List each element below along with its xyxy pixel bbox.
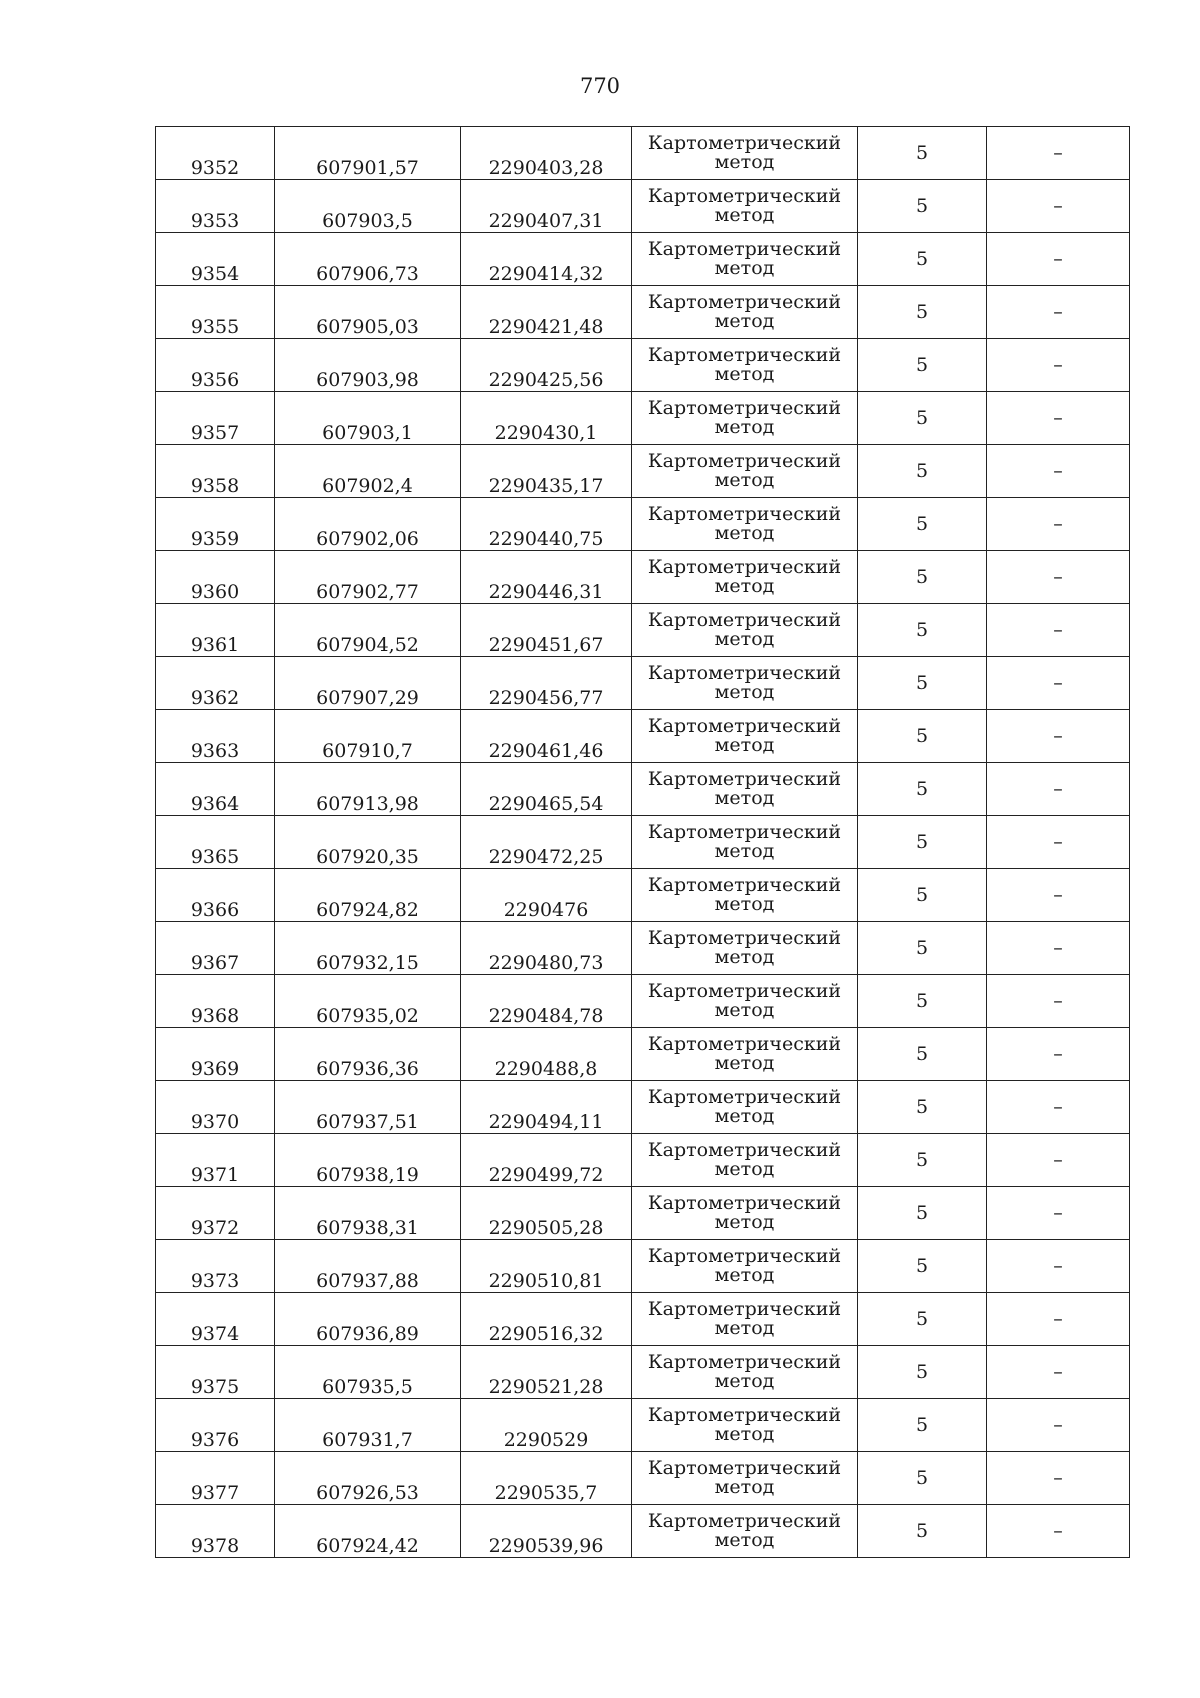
method-line-2: метод: [714, 1264, 775, 1286]
method-line-1: Картометрический: [647, 662, 842, 684]
method-line-2: метод: [714, 1105, 775, 1127]
point-number-cell: 9358: [156, 445, 275, 498]
note-cell: –: [987, 975, 1130, 1028]
method-line-1: Картометрический: [647, 1086, 842, 1108]
method-line-1: Картометрический: [647, 1457, 842, 1479]
table-row: [156, 551, 1130, 604]
method-line-2: метод: [714, 151, 775, 173]
point-number-cell: 9377: [156, 1452, 275, 1505]
note-cell: –: [987, 1505, 1130, 1558]
method-cell: [632, 975, 858, 1028]
note-cell: –: [987, 763, 1130, 816]
page-number: 770: [579, 74, 621, 98]
point-number-cell: 9354: [156, 233, 275, 286]
point-number-cell: 9363: [156, 710, 275, 763]
method-line-1: Картометрический: [647, 821, 842, 843]
method-line-1: Картометрический: [647, 927, 842, 949]
table-row: [156, 339, 1130, 392]
y-coordinate-cell: 2290430,1: [461, 392, 632, 445]
y-coordinate-cell: 2290456,77: [461, 657, 632, 710]
method-line-1: Картометрический: [647, 768, 842, 790]
y-coordinate-cell: 2290451,67: [461, 604, 632, 657]
method-cell: [632, 1346, 858, 1399]
accuracy-cell: 5: [858, 127, 987, 180]
method-line-1: Картометрический: [647, 132, 842, 154]
accuracy-cell: 5: [858, 1028, 987, 1081]
method-line-2: метод: [714, 1052, 775, 1074]
accuracy-cell: 5: [858, 1452, 987, 1505]
x-coordinate-cell: 607920,35: [275, 816, 461, 869]
method-cell: [632, 1399, 858, 1452]
accuracy-cell: 5: [858, 286, 987, 339]
point-number-cell: 9352: [156, 127, 275, 180]
method-cell: [632, 710, 858, 763]
point-number-cell: 9362: [156, 657, 275, 710]
y-coordinate-cell: 2290472,25: [461, 816, 632, 869]
accuracy-cell: 5: [858, 551, 987, 604]
method-cell: [632, 1240, 858, 1293]
method-line-2: метод: [714, 469, 775, 491]
point-number-cell: 9357: [156, 392, 275, 445]
note-cell: –: [987, 498, 1130, 551]
y-coordinate-cell: 2290505,28: [461, 1187, 632, 1240]
x-coordinate-cell: 607938,31: [275, 1187, 461, 1240]
method-line-1: Картометрический: [647, 344, 842, 366]
accuracy-cell: 5: [858, 1240, 987, 1293]
y-coordinate-cell: 2290440,75: [461, 498, 632, 551]
method-cell: [632, 498, 858, 551]
table-row: [156, 1346, 1130, 1399]
note-cell: –: [987, 657, 1130, 710]
accuracy-cell: 5: [858, 975, 987, 1028]
method-cell: [632, 657, 858, 710]
point-number-cell: 9366: [156, 869, 275, 922]
table-row: [156, 1134, 1130, 1187]
table-row: [156, 1240, 1130, 1293]
note-cell: –: [987, 922, 1130, 975]
method-line-2: метод: [714, 681, 775, 703]
method-line-2: метод: [714, 840, 775, 862]
method-cell: [632, 1452, 858, 1505]
point-number-cell: 9360: [156, 551, 275, 604]
method-cell: [632, 127, 858, 180]
x-coordinate-cell: 607924,42: [275, 1505, 461, 1558]
x-coordinate-cell: 607902,77: [275, 551, 461, 604]
method-cell: [632, 1081, 858, 1134]
method-cell: [632, 1028, 858, 1081]
x-coordinate-cell: 607932,15: [275, 922, 461, 975]
method-cell: [632, 445, 858, 498]
y-coordinate-cell: 2290461,46: [461, 710, 632, 763]
x-coordinate-cell: 607935,02: [275, 975, 461, 1028]
method-cell: [632, 1293, 858, 1346]
point-number-cell: 9376: [156, 1399, 275, 1452]
note-cell: –: [987, 1399, 1130, 1452]
note-cell: –: [987, 127, 1130, 180]
table-row: [156, 710, 1130, 763]
y-coordinate-cell: 2290421,48: [461, 286, 632, 339]
method-cell: [632, 816, 858, 869]
x-coordinate-cell: 607903,98: [275, 339, 461, 392]
accuracy-cell: 5: [858, 869, 987, 922]
table-row: [156, 816, 1130, 869]
method-cell: [632, 180, 858, 233]
method-line-2: метод: [714, 628, 775, 650]
point-number-cell: 9375: [156, 1346, 275, 1399]
accuracy-cell: 5: [858, 1081, 987, 1134]
method-line-1: Картометрический: [647, 238, 842, 260]
point-number-cell: 9373: [156, 1240, 275, 1293]
method-line-2: метод: [714, 946, 775, 968]
x-coordinate-cell: 607903,1: [275, 392, 461, 445]
method-line-2: метод: [714, 416, 775, 438]
accuracy-cell: 5: [858, 339, 987, 392]
method-line-1: Картометрический: [647, 185, 842, 207]
method-cell: [632, 392, 858, 445]
method-line-2: метод: [714, 893, 775, 915]
y-coordinate-cell: 2290499,72: [461, 1134, 632, 1187]
y-coordinate-cell: 2290465,54: [461, 763, 632, 816]
note-cell: –: [987, 233, 1130, 286]
accuracy-cell: 5: [858, 1399, 987, 1452]
x-coordinate-cell: 607913,98: [275, 763, 461, 816]
method-line-2: метод: [714, 787, 775, 809]
point-number-cell: 9378: [156, 1505, 275, 1558]
method-cell: [632, 1505, 858, 1558]
method-line-1: Картометрический: [647, 715, 842, 737]
y-coordinate-cell: 2290521,28: [461, 1346, 632, 1399]
y-coordinate-cell: 2290529: [461, 1399, 632, 1452]
note-cell: –: [987, 1028, 1130, 1081]
note-cell: –: [987, 816, 1130, 869]
table-row: [156, 498, 1130, 551]
table-row: [156, 922, 1130, 975]
method-line-2: метод: [714, 1423, 775, 1445]
method-line-1: Картометрический: [647, 450, 842, 472]
y-coordinate-cell: 2290494,11: [461, 1081, 632, 1134]
table-row: [156, 1399, 1130, 1452]
method-line-2: метод: [714, 204, 775, 226]
x-coordinate-cell: 607938,19: [275, 1134, 461, 1187]
table-row: [156, 869, 1130, 922]
x-coordinate-cell: 607901,57: [275, 127, 461, 180]
method-line-2: метод: [714, 310, 775, 332]
x-coordinate-cell: 607936,36: [275, 1028, 461, 1081]
y-coordinate-cell: 2290480,73: [461, 922, 632, 975]
method-line-1: Картометрический: [647, 397, 842, 419]
method-cell: [632, 339, 858, 392]
accuracy-cell: 5: [858, 180, 987, 233]
point-number-cell: 9368: [156, 975, 275, 1028]
note-cell: –: [987, 551, 1130, 604]
method-line-1: Картометрический: [647, 1298, 842, 1320]
table-row: [156, 657, 1130, 710]
method-cell: [632, 1134, 858, 1187]
point-number-cell: 9355: [156, 286, 275, 339]
method-cell: [632, 286, 858, 339]
method-line-2: метод: [714, 522, 775, 544]
accuracy-cell: 5: [858, 1505, 987, 1558]
method-cell: [632, 604, 858, 657]
accuracy-cell: 5: [858, 922, 987, 975]
method-line-1: Картометрический: [647, 609, 842, 631]
note-cell: –: [987, 1187, 1130, 1240]
method-cell: [632, 551, 858, 604]
table-row: [156, 975, 1130, 1028]
y-coordinate-cell: 2290446,31: [461, 551, 632, 604]
x-coordinate-cell: 607935,5: [275, 1346, 461, 1399]
table-row: [156, 127, 1130, 180]
accuracy-cell: 5: [858, 816, 987, 869]
y-coordinate-cell: 2290484,78: [461, 975, 632, 1028]
coordinates-table-body: [156, 127, 1130, 1558]
method-cell: [632, 233, 858, 286]
note-cell: –: [987, 1293, 1130, 1346]
method-line-2: метод: [714, 1211, 775, 1233]
x-coordinate-cell: 607906,73: [275, 233, 461, 286]
note-cell: –: [987, 1081, 1130, 1134]
method-line-1: Картометрический: [647, 1245, 842, 1267]
accuracy-cell: 5: [858, 1134, 987, 1187]
method-line-2: метод: [714, 1317, 775, 1339]
x-coordinate-cell: 607907,29: [275, 657, 461, 710]
note-cell: –: [987, 710, 1130, 763]
table-row: [156, 445, 1130, 498]
accuracy-cell: 5: [858, 604, 987, 657]
table-row: [156, 180, 1130, 233]
y-coordinate-cell: 2290425,56: [461, 339, 632, 392]
method-line-2: метод: [714, 1158, 775, 1180]
accuracy-cell: 5: [858, 233, 987, 286]
method-line-1: Картометрический: [647, 1033, 842, 1055]
method-line-1: Картометрический: [647, 980, 842, 1002]
x-coordinate-cell: 607926,53: [275, 1452, 461, 1505]
point-number-cell: 9365: [156, 816, 275, 869]
point-number-cell: 9361: [156, 604, 275, 657]
x-coordinate-cell: 607937,51: [275, 1081, 461, 1134]
method-line-1: Картометрический: [647, 874, 842, 896]
table-row: [156, 1028, 1130, 1081]
note-cell: –: [987, 339, 1130, 392]
note-cell: –: [987, 286, 1130, 339]
table-row: [156, 392, 1130, 445]
note-cell: –: [987, 1240, 1130, 1293]
x-coordinate-cell: 607904,52: [275, 604, 461, 657]
y-coordinate-cell: 2290403,28: [461, 127, 632, 180]
table-row: [156, 1081, 1130, 1134]
table-row: [156, 233, 1130, 286]
coordinates-table: [155, 126, 1130, 1558]
x-coordinate-cell: 607902,06: [275, 498, 461, 551]
y-coordinate-cell: 2290488,8: [461, 1028, 632, 1081]
table-row: [156, 1293, 1130, 1346]
method-line-2: метод: [714, 257, 775, 279]
method-line-2: метод: [714, 1529, 775, 1551]
accuracy-cell: 5: [858, 1346, 987, 1399]
x-coordinate-cell: 607903,5: [275, 180, 461, 233]
y-coordinate-cell: 2290510,81: [461, 1240, 632, 1293]
y-coordinate-cell: 2290516,32: [461, 1293, 632, 1346]
method-line-2: метод: [714, 1476, 775, 1498]
accuracy-cell: 5: [858, 1187, 987, 1240]
method-cell: [632, 922, 858, 975]
y-coordinate-cell: 2290535,7: [461, 1452, 632, 1505]
accuracy-cell: 5: [858, 1293, 987, 1346]
method-line-2: метод: [714, 1370, 775, 1392]
point-number-cell: 9372: [156, 1187, 275, 1240]
note-cell: –: [987, 869, 1130, 922]
method-line-1: Картометрический: [647, 1404, 842, 1426]
method-line-1: Картометрический: [647, 291, 842, 313]
accuracy-cell: 5: [858, 392, 987, 445]
table-row: [156, 286, 1130, 339]
method-line-1: Картометрический: [647, 1510, 842, 1532]
method-cell: [632, 869, 858, 922]
point-number-cell: 9353: [156, 180, 275, 233]
accuracy-cell: 5: [858, 710, 987, 763]
point-number-cell: 9369: [156, 1028, 275, 1081]
accuracy-cell: 5: [858, 498, 987, 551]
accuracy-cell: 5: [858, 657, 987, 710]
method-line-1: Картометрический: [647, 1192, 842, 1214]
note-cell: –: [987, 604, 1130, 657]
x-coordinate-cell: 607905,03: [275, 286, 461, 339]
method-cell: [632, 763, 858, 816]
point-number-cell: 9370: [156, 1081, 275, 1134]
x-coordinate-cell: 607936,89: [275, 1293, 461, 1346]
note-cell: –: [987, 392, 1130, 445]
x-coordinate-cell: 607902,4: [275, 445, 461, 498]
y-coordinate-cell: 2290435,17: [461, 445, 632, 498]
method-line-1: Картометрический: [647, 503, 842, 525]
point-number-cell: 9371: [156, 1134, 275, 1187]
note-cell: –: [987, 445, 1130, 498]
method-line-2: метод: [714, 734, 775, 756]
y-coordinate-cell: 2290414,32: [461, 233, 632, 286]
accuracy-cell: 5: [858, 763, 987, 816]
x-coordinate-cell: 607910,7: [275, 710, 461, 763]
note-cell: –: [987, 1346, 1130, 1399]
point-number-cell: 9364: [156, 763, 275, 816]
table-row: [156, 763, 1130, 816]
table-row: [156, 1452, 1130, 1505]
table-row: [156, 1187, 1130, 1240]
note-cell: –: [987, 180, 1130, 233]
y-coordinate-cell: 2290539,96: [461, 1505, 632, 1558]
note-cell: –: [987, 1452, 1130, 1505]
point-number-cell: 9367: [156, 922, 275, 975]
point-number-cell: 9359: [156, 498, 275, 551]
x-coordinate-cell: 607924,82: [275, 869, 461, 922]
point-number-cell: 9374: [156, 1293, 275, 1346]
method-line-2: метод: [714, 363, 775, 385]
method-line-2: метод: [714, 999, 775, 1021]
x-coordinate-cell: 607937,88: [275, 1240, 461, 1293]
method-line-1: Картометрический: [647, 556, 842, 578]
x-coordinate-cell: 607931,7: [275, 1399, 461, 1452]
method-line-2: метод: [714, 575, 775, 597]
accuracy-cell: 5: [858, 445, 987, 498]
y-coordinate-cell: 2290407,31: [461, 180, 632, 233]
table-row: [156, 604, 1130, 657]
method-line-1: Картометрический: [647, 1139, 842, 1161]
point-number-cell: 9356: [156, 339, 275, 392]
table-row: [156, 1505, 1130, 1558]
method-cell: [632, 1187, 858, 1240]
y-coordinate-cell: 2290476: [461, 869, 632, 922]
method-line-1: Картометрический: [647, 1351, 842, 1373]
note-cell: –: [987, 1134, 1130, 1187]
